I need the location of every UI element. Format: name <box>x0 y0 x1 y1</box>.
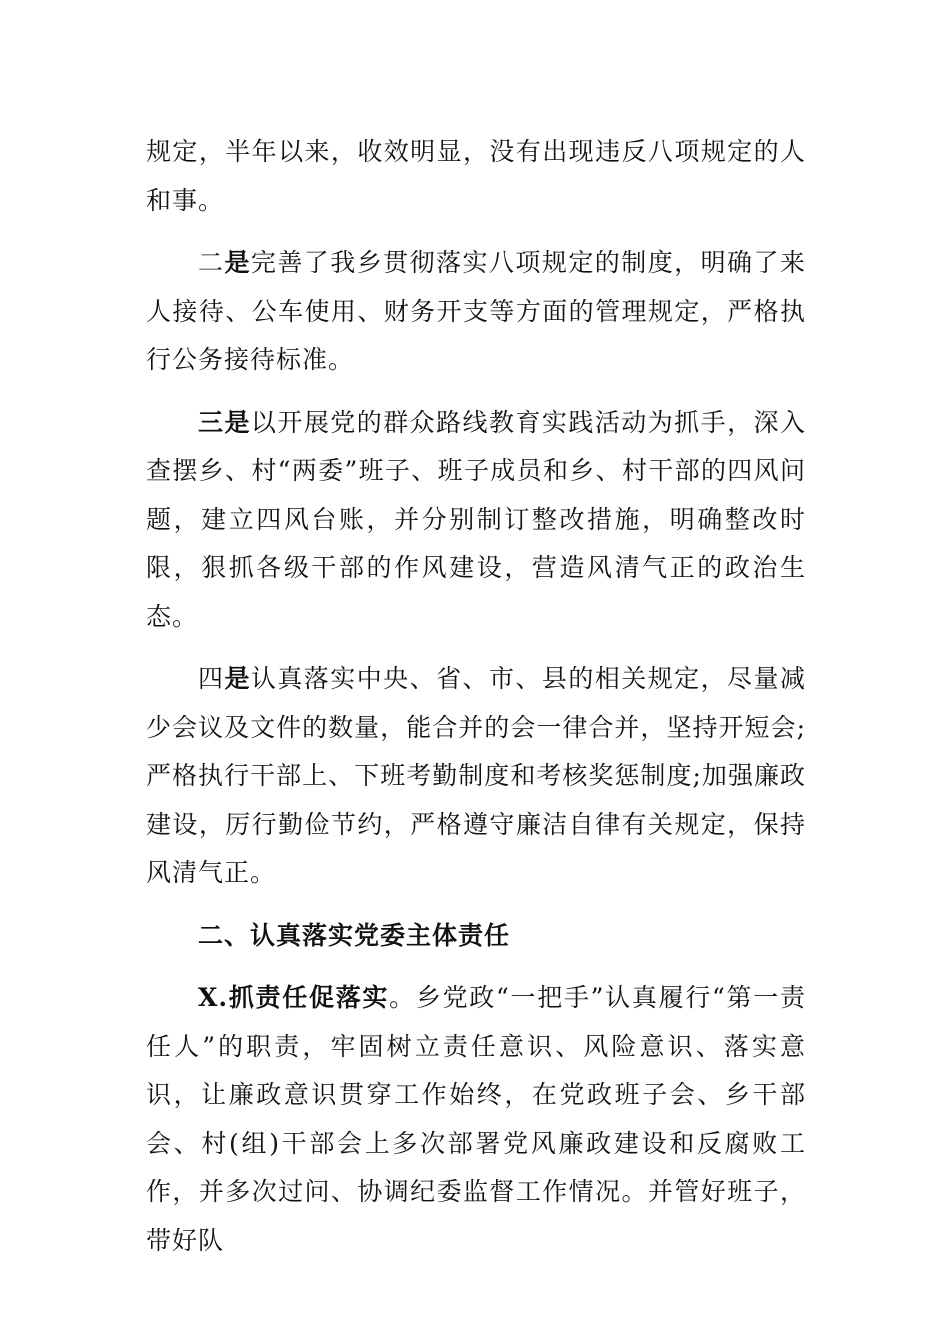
paragraph-lead-bold: X.抓责任促落实 <box>198 983 390 1012</box>
paragraph-text: 规定，半年以来，收效明显，没有出现违反八项规定的人和事。 <box>146 137 806 215</box>
paragraph-lead-bold: 是 <box>224 664 251 693</box>
paragraph-lead-plain: 四 <box>198 664 225 693</box>
paragraph-lead-bold: 三是 <box>198 407 251 437</box>
section-heading: 二、认真落实党委主体责任 <box>198 920 511 950</box>
paragraph-text: 认真落实中央、省、市、县的相关规定，尽量减少会议及文件的数量，能合并的会一律合并，坚持开短会;严格执行干部上、下班考勤制度和考核奖惩制度;加强廉政建设，厉行勤俭节约，严格遵守廉洁自律有关规定，保持风清气正。 <box>146 664 806 887</box>
paragraph-responsibility <box>146 974 806 1265</box>
document-body <box>146 128 806 1265</box>
paragraph-continuation <box>146 128 806 225</box>
paragraph-point-four <box>146 655 806 898</box>
paragraph-lead-plain: 二 <box>198 248 225 277</box>
paragraph-text: 完善了我乡贯彻落实八项规定的制度，明确了来人接待、公车使用、财务开支等方面的管理规定，严格执行公务接待标准。 <box>146 248 806 374</box>
paragraph-text: 以开展党的群众路线教育实践活动为抓手，深入查摆乡、村“两委”班子、班子成员和乡、村干部的四风问题，建立四风台账，并分别制订整改措施，明确整改时限，狠抓各级干部的作风建设，营造风清气正的政治生态。 <box>146 407 806 631</box>
paragraph-point-three <box>146 399 806 642</box>
paragraph-point-two <box>146 239 806 385</box>
paragraph-text: 。乡党政“一把手”认真履行“第一责任人”的职责，牢固树立责任意识、风险意识、落实意识，让廉政意识贯穿工作始终，在党政班子会、乡干部会、村(组)干部会上多次部署党风廉政建设和反腐败工作，并多次过问、协调纪委监督工作情况。并管好班子，带好队 <box>146 983 806 1255</box>
paragraph-lead-bold: 是 <box>224 248 251 277</box>
